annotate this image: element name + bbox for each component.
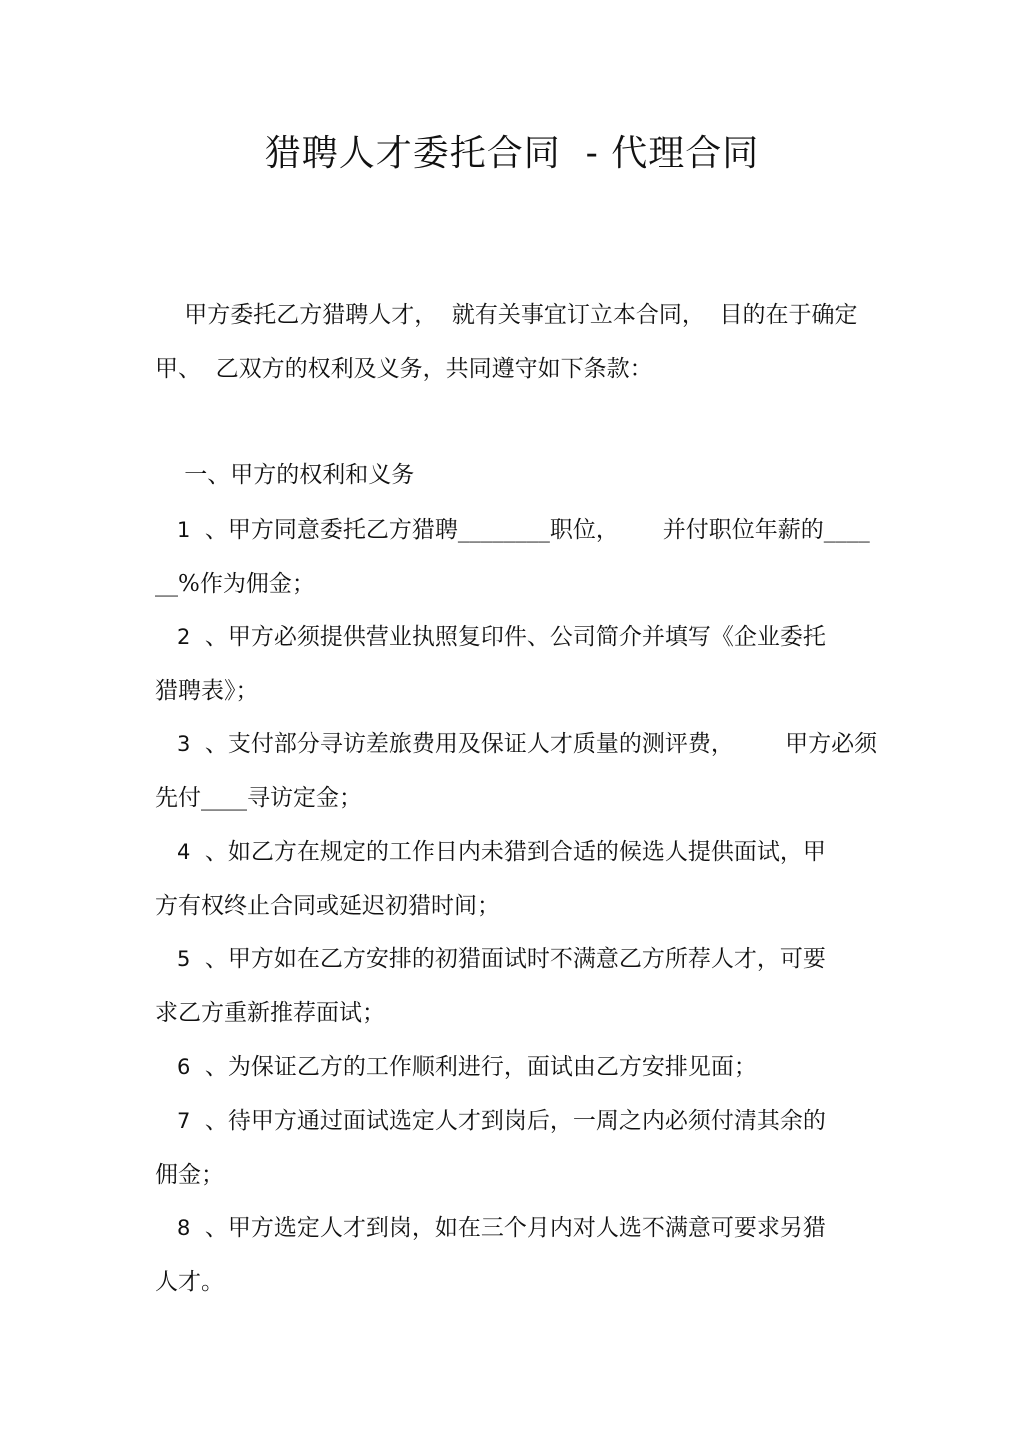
clause-item-4-continuation: 方有权终止合同或延迟初猎时间； <box>155 893 500 919</box>
clause-item-5-continuation: 求乙方重新推荐面试； <box>155 1000 385 1026</box>
clause-number: 3 <box>176 732 191 756</box>
clause-text: 、为保证乙方的工作顺利进行，面试由乙方安排见面； <box>190 1054 757 1080</box>
clause-number: 8 <box>176 1216 191 1240</box>
clause-item-4 <box>155 835 826 869</box>
clause-item-7-continuation: 佣金； <box>155 1162 224 1188</box>
clause-item-6 <box>155 1050 757 1084</box>
clause-item-1 <box>155 513 870 547</box>
intro-line-1: 甲方委托乙方猎聘人才， 就有关事宜订立本合同， 目的在于确定 <box>155 302 858 328</box>
clause-number: 7 <box>176 1109 191 1133</box>
clause-item-3 <box>155 727 877 761</box>
clause-number: 5 <box>176 947 191 971</box>
clause-text: 、甲方同意委托乙方猎聘________职位， 并付职位年薪的____ <box>190 517 870 543</box>
intro-line-2: 甲、 乙双方的权利及义务，共同遵守如下条款： <box>155 356 653 382</box>
clause-item-3-continuation: 先付____寻访定金； <box>155 785 362 811</box>
clause-item-2 <box>155 620 826 654</box>
document-title: 猎聘人才委托合同 - 代理合同 <box>264 133 760 174</box>
clause-text: 、支付部分寻访差旅费用及保证人才质量的测评费， 甲方必须 <box>190 731 878 757</box>
clause-item-5 <box>155 942 826 976</box>
section-heading: 一、甲方的权利和义务 <box>155 462 415 488</box>
clause-text: 、待甲方通过面试选定人才到岗后，一周之内必须付清其余的 <box>190 1108 826 1134</box>
clause-text: 、甲方选定人才到岗，如在三个月内对人选不满意可要求另猎 <box>190 1215 826 1241</box>
clause-text: 、甲方必须提供营业执照复印件、公司简介并填写《企业委托 <box>190 624 826 650</box>
clause-number: 1 <box>176 518 191 542</box>
clause-text: 、如乙方在规定的工作日内未猎到合适的候选人提供面试，甲 <box>190 839 826 865</box>
clause-number: 2 <box>176 625 191 649</box>
clause-text: 、甲方如在乙方安排的初猎面试时不满意乙方所荐人才，可要 <box>190 946 826 972</box>
clause-item-7 <box>155 1104 826 1138</box>
clause-number: 6 <box>176 1055 191 1079</box>
clause-item-1-continuation: __%作为佣金； <box>155 571 315 597</box>
clause-item-8 <box>155 1211 826 1245</box>
clause-item-8-continuation: 人才。 <box>155 1269 224 1295</box>
clause-number: 4 <box>176 840 191 864</box>
clause-item-2-continuation: 猎聘表》； <box>155 678 259 704</box>
